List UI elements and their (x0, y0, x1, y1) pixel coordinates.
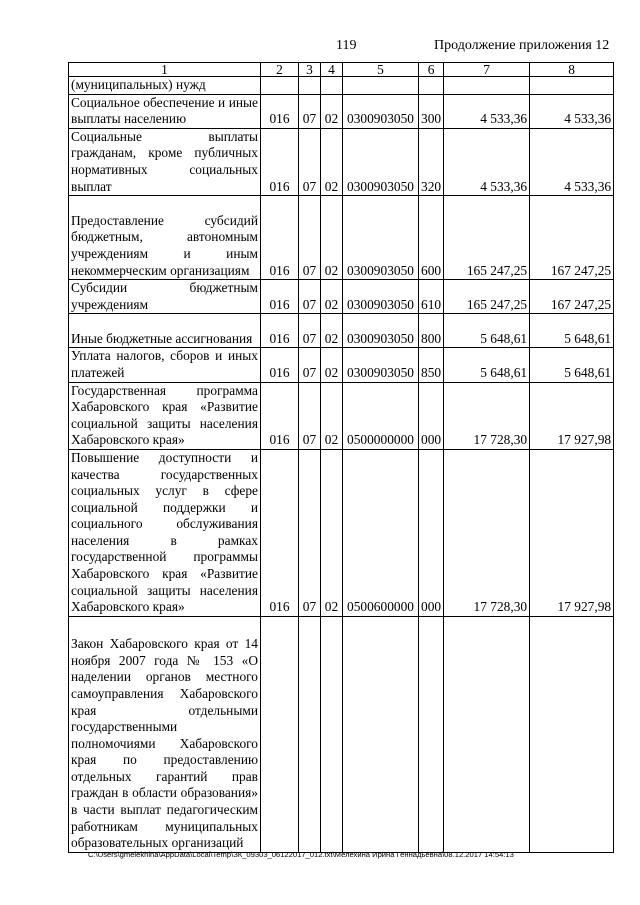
cell-subsection: 02 (321, 196, 343, 280)
cell-ministry: 016 (261, 382, 299, 449)
cell-type: 850 (419, 348, 444, 382)
row-name: Социальное обеспечение и иные выплаты населению (69, 94, 261, 128)
row-name: Субсидии бюджетным учреждениям (69, 280, 261, 314)
cell-ministry: 016 (261, 314, 299, 348)
cell-section: 07 (299, 94, 321, 128)
column-header: 5 (343, 63, 419, 77)
cell-amount-1: 17 728,30 (444, 449, 530, 616)
cell-amount-2 (530, 77, 614, 95)
table-row (69, 77, 614, 95)
cell-target: 0300903050 (343, 280, 419, 314)
cell-section: 07 (299, 280, 321, 314)
cell-ministry: 016 (261, 348, 299, 382)
cell-section: 07 (299, 196, 321, 280)
row-name: Повышение доступности и качества государственных социальных услуг в сфере социальной поддержки и социального обслуживания населения в рамках государственной программы Хабаровского края «Развитие социальной защиты населения Хабаровского края» (69, 449, 261, 616)
cell-target: 0300903050 (343, 348, 419, 382)
cell-type: 610 (419, 280, 444, 314)
cell-amount-1: 4 533,36 (444, 94, 530, 128)
cell-amount-1: 4 533,36 (444, 128, 530, 195)
column-header: 7 (444, 63, 530, 77)
row-name: Закон Хабаровского края от 14 ноября 2007 года № 153 «О наделении органов местного самоуправления Хабаровского края отдельными государственными полномочиями Хабаровского края по предоставлению отдельных гарантий прав граждан в области образования» в части выплат педагогическим работникам муниципальных образовательных организаций (69, 616, 261, 852)
continuation-label: Продолжение приложения 12 (434, 38, 610, 53)
cell-subsection: 02 (321, 128, 343, 195)
cell-amount-2 (530, 616, 614, 852)
cell-ministry (261, 77, 299, 95)
cell-subsection: 02 (321, 449, 343, 616)
cell-type: 800 (419, 314, 444, 348)
cell-target: 0300903050 (343, 128, 419, 195)
cell-section (299, 77, 321, 95)
cell-section: 07 (299, 348, 321, 382)
table-row (69, 94, 614, 128)
cell-subsection (321, 616, 343, 852)
column-header: 3 (299, 63, 321, 77)
cell-section (299, 616, 321, 852)
cell-amount-2: 17 927,98 (530, 449, 614, 616)
budget-table (68, 62, 614, 853)
cell-ministry: 016 (261, 196, 299, 280)
cell-ministry: 016 (261, 280, 299, 314)
cell-subsection: 02 (321, 280, 343, 314)
cell-amount-1: 165 247,25 (444, 196, 530, 280)
column-header: 6 (419, 63, 444, 77)
cell-ministry: 016 (261, 449, 299, 616)
row-name: Иные бюджетные ассигнования (69, 314, 261, 348)
row-name: (муниципальных) нужд (69, 77, 261, 95)
cell-amount-1: 17 728,30 (444, 382, 530, 449)
cell-target: 0500000000 (343, 382, 419, 449)
page-number: 119 (336, 38, 357, 53)
table-row (69, 128, 614, 195)
table-row (69, 616, 614, 852)
table-row (69, 449, 614, 616)
cell-amount-1 (444, 616, 530, 852)
cell-type: 600 (419, 196, 444, 280)
cell-amount-2: 17 927,98 (530, 382, 614, 449)
cell-subsection: 02 (321, 348, 343, 382)
cell-target: 0500600000 (343, 449, 419, 616)
cell-amount-2: 4 533,36 (530, 94, 614, 128)
cell-target: 0300903050 (343, 314, 419, 348)
cell-subsection: 02 (321, 314, 343, 348)
cell-amount-1 (444, 77, 530, 95)
cell-type: 320 (419, 128, 444, 195)
cell-section: 07 (299, 128, 321, 195)
cell-type: 000 (419, 382, 444, 449)
cell-amount-2: 5 648,61 (530, 348, 614, 382)
cell-amount-2: 4 533,36 (530, 128, 614, 195)
footer-file-path: C:\Users\gmelekhina\AppData\Local\Temp\ЗК_09303_06122017_012.txt\Мелехина Ирина Геннадьевна\08.12.2017 14:54:13 (88, 850, 514, 859)
cell-subsection: 02 (321, 94, 343, 128)
cell-subsection: 02 (321, 382, 343, 449)
cell-amount-1: 165 247,25 (444, 280, 530, 314)
cell-amount-1: 5 648,61 (444, 348, 530, 382)
table-row (69, 382, 614, 449)
cell-type (419, 77, 444, 95)
cell-ministry (261, 616, 299, 852)
row-name: Государственная программа Хабаровского края «Развитие социальной защиты населения Хабаровского края» (69, 382, 261, 449)
cell-type (419, 616, 444, 852)
column-header: 4 (321, 63, 343, 77)
cell-section: 07 (299, 449, 321, 616)
cell-target: 0300903050 (343, 94, 419, 128)
column-header: 1 (69, 63, 261, 77)
cell-amount-2: 167 247,25 (530, 196, 614, 280)
column-header: 8 (530, 63, 614, 77)
cell-subsection (321, 77, 343, 95)
row-name: Предоставление субсидий бюджетным, автономным учреждениям и иным некоммерческим организациям (69, 196, 261, 280)
cell-amount-2: 167 247,25 (530, 280, 614, 314)
cell-type: 300 (419, 94, 444, 128)
cell-amount-1: 5 648,61 (444, 314, 530, 348)
cell-target: 0300903050 (343, 196, 419, 280)
cell-ministry: 016 (261, 94, 299, 128)
table-header-row (69, 63, 614, 77)
table-row (69, 348, 614, 382)
table-row (69, 280, 614, 314)
column-header: 2 (261, 63, 299, 77)
cell-type: 000 (419, 449, 444, 616)
row-name: Уплата налогов, сборов и иных платежей (69, 348, 261, 382)
cell-section: 07 (299, 314, 321, 348)
row-name: Социальные выплаты гражданам, кроме публичных нормативных социальных выплат (69, 128, 261, 195)
table-row (69, 314, 614, 348)
table-row (69, 196, 614, 280)
cell-target (343, 77, 419, 95)
cell-amount-2: 5 648,61 (530, 314, 614, 348)
cell-ministry: 016 (261, 128, 299, 195)
cell-target (343, 616, 419, 852)
cell-section: 07 (299, 382, 321, 449)
